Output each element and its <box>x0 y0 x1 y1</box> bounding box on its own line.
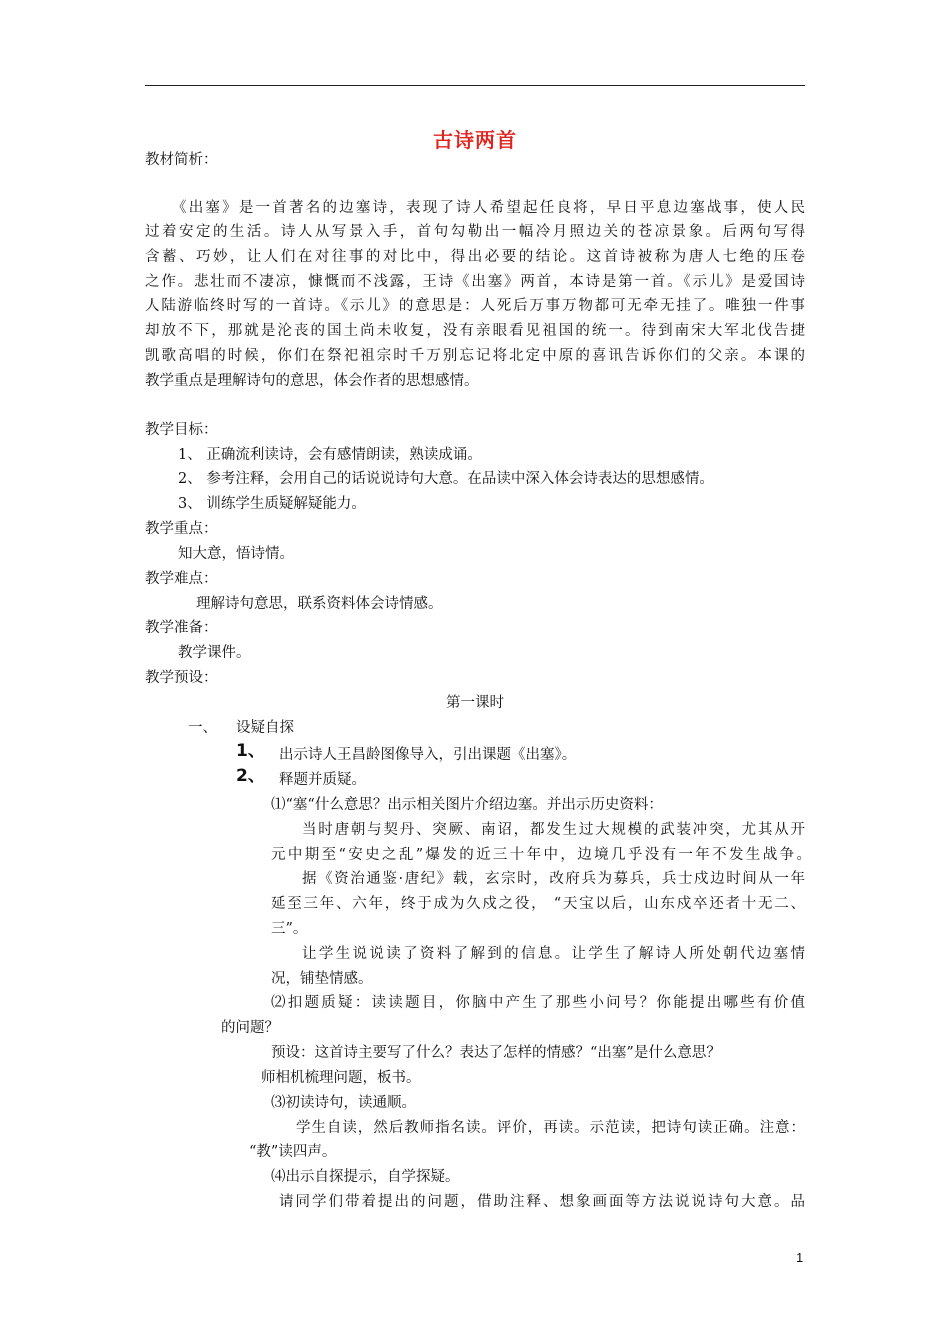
body-line: 让学生说说读了资料了解到的信息。让学生了解诗人所处朝代边塞情 <box>302 946 805 962</box>
step-text: 释题并质疑。 <box>279 772 366 788</box>
goal-item: 2、 参考注释，会用自己的话说说诗句大意。在品读中深入体会诗表达的思想感情。 <box>178 471 714 487</box>
step-number: 2、 <box>236 766 265 786</box>
body-line: 据《资治通鉴·唐纪》载，玄宗时，改府兵为募兵，兵士戍边时间从一年 <box>302 871 805 887</box>
analysis-line: 教学重点是理解诗句的意思，体会作者的思想感情。 <box>145 373 479 389</box>
body-line: 的问题？ <box>221 1020 279 1036</box>
body-line: ⑷出示自探提示，自学探疑。 <box>271 1169 460 1185</box>
body-line: 延至三年、六年，终于成为久戍之役， “天宝以后，山东戍卒还者十无二、 <box>271 896 805 912</box>
difficulty-heading: 教学难点： <box>145 571 218 587</box>
goal-item: 1、 正确流利读诗，会有感情朗读，熟读成诵。 <box>178 447 482 463</box>
step-number: 1、 <box>236 741 265 761</box>
analysis-line: 含蓄、巧妙，让人们在对往事的对比中，得出必要的结论。这首诗被称为唐人七绝的压卷 <box>145 249 805 265</box>
difficulty-text: 理解诗句意思，联系资料体会诗情感。 <box>196 596 443 612</box>
body-line: ⑶初读诗句，读通顺。 <box>271 1095 416 1111</box>
prep-heading: 教学准备： <box>145 620 218 636</box>
goals-heading: 教学目标： <box>145 422 218 438</box>
body-line: 学生自读，然后教师指名读。评价，再读。示范读，把诗句读正确。注意： <box>296 1120 805 1136</box>
analysis-heading: 教材简析： <box>145 152 218 168</box>
body-line: 当时唐朝与契丹、突厥、南诏，都发生过大规模的武装冲突，尤其从开 <box>302 822 805 838</box>
body-line: ⑴“塞“什么意思？出示相关图片介绍边塞。并出示历史资料： <box>271 797 663 813</box>
analysis-line: 过着安定的生活。诗人从写景入手，首句勾勒出一幅冷月照边关的苍凉景象。后两句写得 <box>145 224 805 240</box>
page-title: 古诗两首 <box>433 128 517 152</box>
analysis-line: 凯歌高唱的时候，你们在祭祀祖宗时千万别忘记将北定中原的喜讯告诉你们的父亲。本课的 <box>145 348 805 364</box>
lesson-title: 第一课时 <box>446 695 504 711</box>
key-text: 知大意，悟诗情。 <box>178 546 294 562</box>
section-marker: 一、 <box>188 720 217 736</box>
key-heading: 教学重点： <box>145 521 218 537</box>
step-text: 出示诗人王昌龄图像导入，引出课题《出塞》。 <box>279 747 577 763</box>
body-line: 况，铺垫情感。 <box>271 971 373 987</box>
page-number: 1 <box>796 1250 804 1265</box>
prep-text: 教学课件。 <box>178 645 251 661</box>
body-line: 三”。 <box>271 921 308 937</box>
body-line: 请同学们带着提出的问题，借助注释、想象画面等方法说说诗句大意。品 <box>279 1194 805 1210</box>
analysis-line: 《出塞》是一首著名的边塞诗，表现了诗人希望起任良将，早日平息边塞战事，使人民 <box>172 200 805 216</box>
header-rule <box>145 85 805 86</box>
body-line: ⑵扣题质疑：读读题目，你脑中产生了那些小问号？你能提出哪些有价值 <box>271 995 805 1011</box>
section-title: 设疑自探 <box>236 720 294 736</box>
body-line: “教”读四声。 <box>249 1144 337 1160</box>
analysis-line: 却放不下，那就是沦丧的国土尚未收复，没有亲眼看见祖国的统一。待到南宋大军北伐告捷 <box>145 323 805 339</box>
body-line: 元中期至“安史之乱”爆发的近三十年中，边境几乎没有一年不发生战争。 <box>271 847 811 863</box>
body-line: 预设：这首诗主要写了什么？表达了怎样的情感？“出塞”是什么意思？ <box>271 1045 721 1061</box>
body-line: 师相机梳理问题，板书。 <box>261 1070 421 1086</box>
analysis-line: 人陆游临终时写的一首诗。《示儿》的意思是：人死后万事万物都可无牵无挂了。唯独一件事 <box>145 298 805 314</box>
goal-item: 3、 训练学生质疑解疑能力。 <box>178 496 366 512</box>
preset-heading: 教学预设： <box>145 670 218 686</box>
analysis-line: 之作。悲壮而不凄凉，慷慨而不浅露，王诗《出塞》两首，本诗是第一首。《示儿》是爱国诗 <box>145 274 805 290</box>
